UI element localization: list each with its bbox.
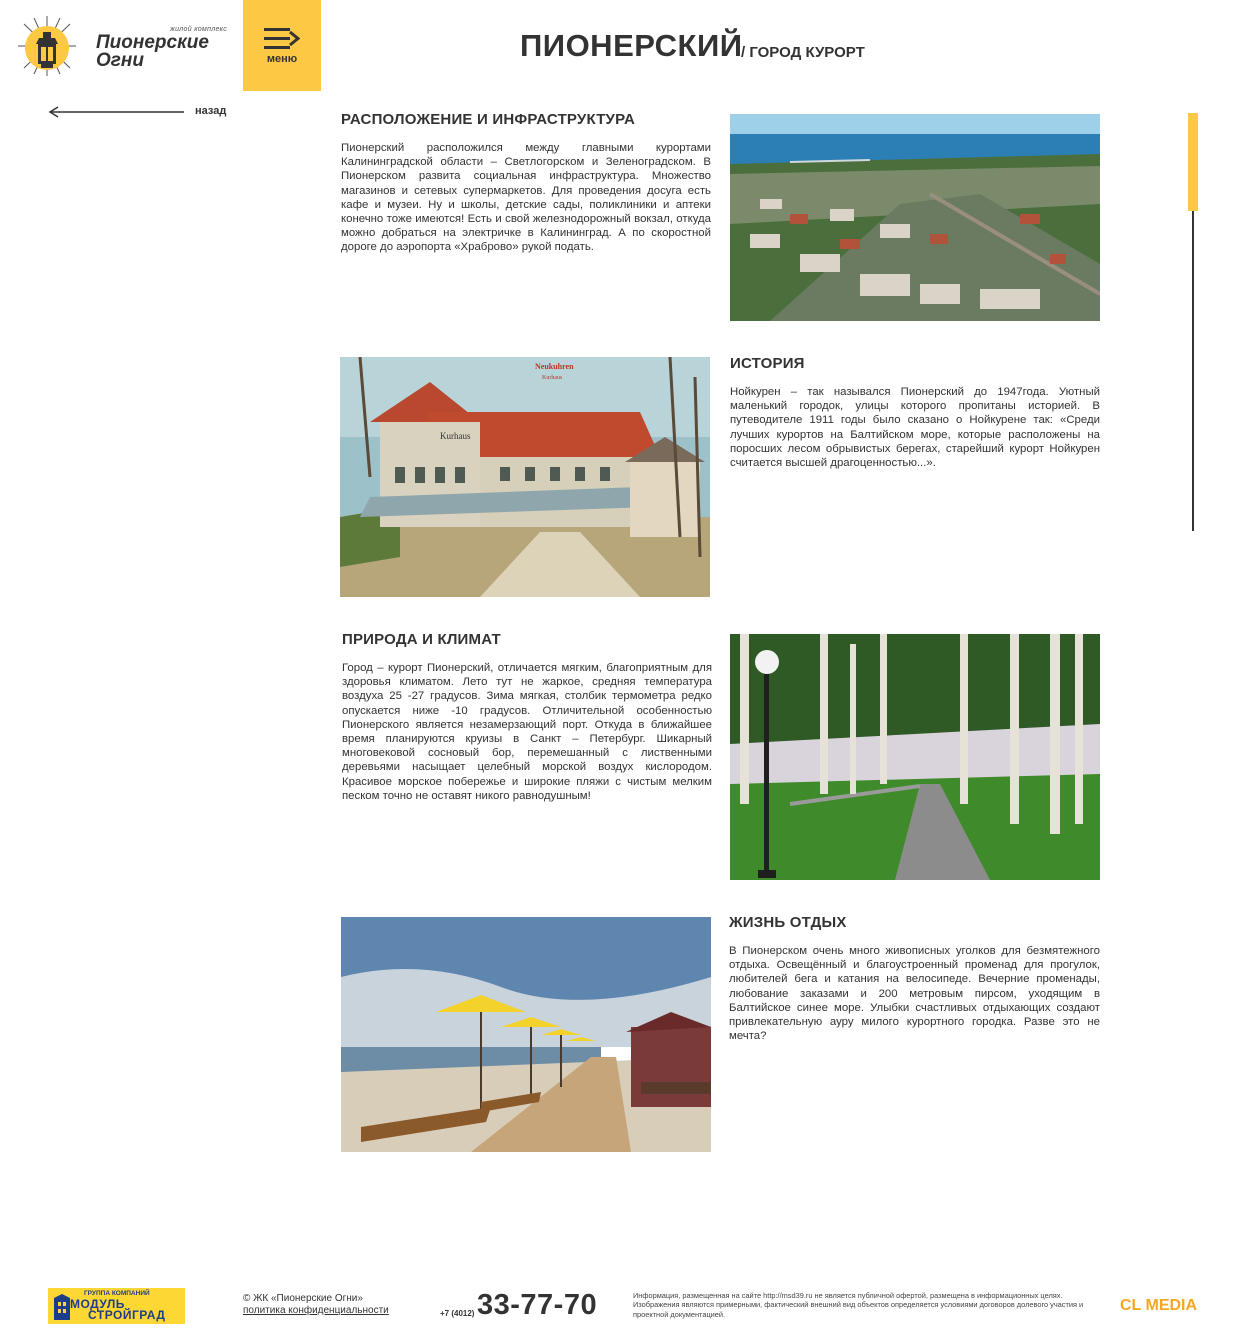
section-infrastructure-title: РАСПОЛОЖЕНИЕ И ИНФРАСТРУКТУРА [341,111,636,128]
phone-area-code: +7 (4012) [440,1309,475,1318]
section-infrastructure-text: Пионерский расположился между главными курортами Калининградской области – Светлогорском и Зеленоградском. В Пионерском развита социальная инфраструктура. Множество магазинов и сетевых супермаркетов. Для проведения досуга есть кафе и музеи. Ну и школы, детские сады, поликлиники и аптеки конечно тоже имеются! Есть и свой железнодорожный вокзал, откуда можно добраться на электричке в Калининград. А по скоростной дороге до аэропорта «Храброво» рукой подать. [341,142,711,254]
section-leisure-text: В Пионерском очень много живописных уголков для безмятежного отдыха. Освещённый и благоустроенный променад для прогулок, любителей бега и катания на велосипеде. Вечерние променады, любование заказами и 200 метровым пирсом, уходящим в Балтийское синее море. Улыбки счастливых отдыхающих создают привлекательную ауру милого курортного городка. Разве это не мечта? [729,945,1100,1043]
postcard-caption-town: Neukuhren [535,362,574,371]
postcard-building-sign: Kurhaus [440,431,471,441]
lantern-logo-icon [12,14,82,78]
menu-icon [264,28,300,50]
menu-button[interactable] [243,0,321,91]
logo-name-line2: Огни [96,50,145,71]
section-climate-title: ПРИРОДА И КЛИМАТ [342,631,501,648]
logo-name-line1: Пионерские [96,32,209,53]
historic-kurhaus-postcard [340,357,710,597]
footer-copyright: © ЖК «Пионерские Огни» [243,1293,363,1304]
page-title: ПИОНЕРСКИЙ [520,28,743,63]
section-climate-text: Город – курорт Пионерский, отличается мягким, благоприятным для здоровья климатом. Лето тут не жаркое, средняя температура воздуха 25 -27 градусов. Зима мягкая, столбик термометра редко опускается ниже -10 градусов. Отличительной особенностью Пионерского является незамерзающий порт. Откуда в ближайшее время планируются круизы в Санкт – Петербург. Шикарный многовековой сосновый бор, перемешанный с лиственными деревьями насыщает целебный морской воздух кислородом. Красивое морское побережье и широкие пляжи с чистым мелким песком точно не оставят никого равнодушным! [342,662,712,802]
group-logo-name1: МОДУЛЬ [70,1297,125,1311]
arrow-left-icon [48,105,184,119]
scroll-thumb[interactable] [1188,113,1198,211]
group-logo-name2: СТРОЙГРАД [88,1308,166,1322]
aerial-town-photo [730,114,1100,321]
group-logo[interactable] [48,1288,185,1324]
back-link[interactable] [48,103,228,121]
menu-label: меню [266,53,298,65]
page-subtitle: / ГОРОД КУРОРТ [741,44,865,61]
section-history-title: ИСТОРИЯ [730,355,805,372]
section-leisure-title: ЖИЗНЬ ОТДЫХ [729,914,847,931]
site-logo[interactable] [12,14,232,78]
footer-disclaimer: Информация, размещенная на сайте http://msd39.ru не является публичной офертой, размещена в информационных целях. Изображения являются примерными, фактический внешний вид объектов определяется условиями договоров долевого участия и проектной документацией. [633,1291,1084,1319]
group-logo-caption: ГРУППА КОМПАНИЙ [84,1290,150,1297]
privacy-policy-link[interactable]: политика конфиденциальности [243,1305,389,1316]
section-history-text: Нойкурен – так назывался Пионерский до 1947года. Уютный маленький городок, улицы которого пропитаны историей. В путеводителе 1911 годы было сказано о Нойкурене так: «Среди лучших курортов на Балтийском море, которые расположены на поросших лесом обрывистых берегах, старейший курорт Нойкурен считается высшей драгоценностью...». [730,386,1100,470]
logo-subtitle: жилой комплекс [170,26,228,33]
phone-number-link[interactable]: 33-77-70 [477,1289,598,1321]
birch-forest-path-photo [730,634,1100,880]
back-label: назад [195,105,227,117]
beach-promenade-photo [341,917,711,1152]
agency-link[interactable]: CL MEDIA [1120,1297,1198,1314]
postcard-caption-kurhaus: Kurhaus [542,375,563,381]
